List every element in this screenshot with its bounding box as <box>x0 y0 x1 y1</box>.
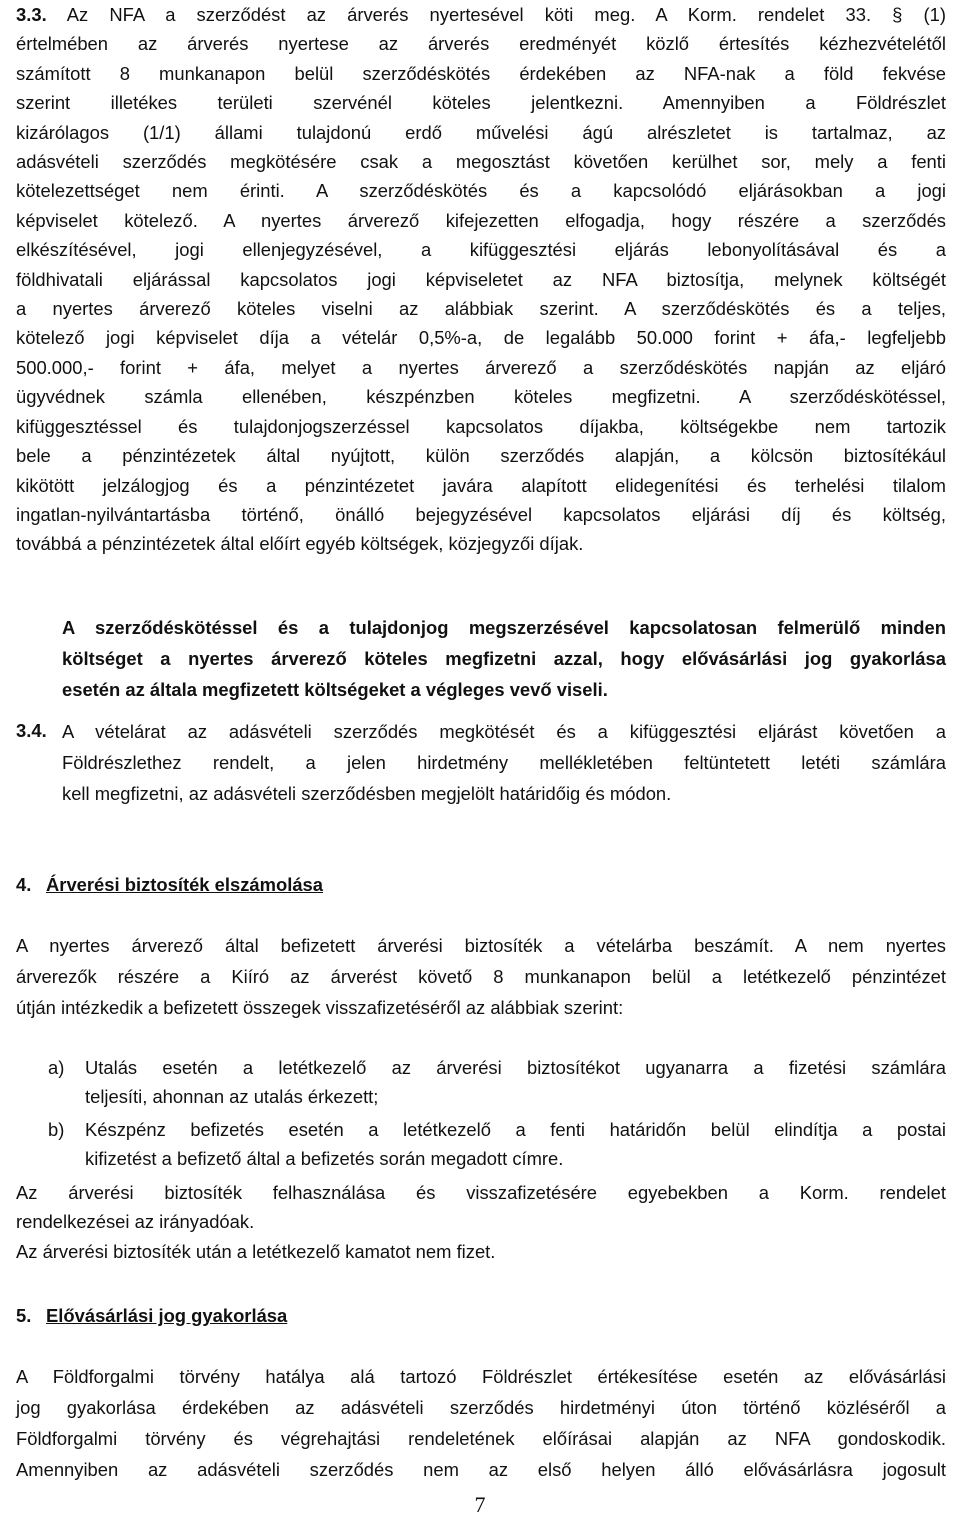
section-3-3-line: adásvételi szerződés megkötésére csak a megosztást követően kerülhet sor, mely a fenti <box>16 151 946 173</box>
section-3-3-line: földhivatali eljárással kapcsolatos jogi képviseletet az NFA biztosítja, melynek költségét <box>16 268 946 290</box>
section-4-closing-line: rendelkezései az irányadóak. <box>16 1211 255 1233</box>
bold-paragraph-line: költséget a nyertes árverező köteles megfizetni azzal, hogy elővásárlási jog gyakorlása <box>62 648 946 669</box>
section-4-line: útján intézkedik a befizetett összegek visszafizetéséről az alábbiak szerint: <box>16 997 624 1018</box>
section-3-3-line: kifüggesztéssel és tulajdonjogszerzéssel kapcsolatos díjakba, költségekbe nem tartozik <box>16 415 946 437</box>
section-3-3-text: Az NFA a szerződést az árverés nyertesével köti meg. A Korm. rendelet 33. § (1) <box>66 4 946 25</box>
section-4-line: A nyertes árverező által befizetett árverési biztosíték a vételárba beszámít. A nem nyertes <box>16 935 946 956</box>
section-3-3-line <box>16 0 946 29</box>
list-item-line: Készpénz befizetés esetén a letétkezelő a fenti határidőn belül elindítja a postai <box>85 1118 946 1140</box>
section-3-3-line: kötelező jogi képviselet díja a vételár 0,5%-a, de legalább 50.000 forint + áfa,- legfeljebb <box>16 327 946 349</box>
refund-list <box>16 1053 946 1177</box>
section-title: Árverési biztosíték elszámolása <box>46 874 324 895</box>
interest-note-line: Az árverési biztosíték után a letétkezelő kamatot nem fizet. <box>16 1241 496 1262</box>
section-5-heading <box>16 1301 946 1330</box>
list-item-line: kifizetést a befizető által a befizetés során megadott címre. <box>85 1148 564 1170</box>
section-3-4-body <box>62 716 946 809</box>
section-3-3-line: számított 8 munkanapon belül szerződéskötés érdekében az NFA-nak a föld fekvése <box>16 62 946 84</box>
section-5-line: Amennyiben az adásvételi szerződés nem az első helyen álló elővásárlásra jogosult <box>16 1459 946 1480</box>
section-4-interest-note <box>16 1237 946 1266</box>
bold-cost-paragraph <box>62 612 946 705</box>
list-item-line: teljesíti, ahonnan az utalás érkezett; <box>85 1086 379 1108</box>
section-5-line: A Földforgalmi törvény hatálya alá tartozó Földrészlet értékesítése esetén az elővásárlási <box>16 1366 946 1387</box>
section-3-3-line: képviselet kötelező. A nyertes árverező kifejezetten elfogadja, hogy részére a szerződés <box>16 209 946 231</box>
section-3-3-line: továbbá a pénzintézetek által előírt egyéb költségek, közjegyzői díjak. <box>16 533 584 555</box>
bold-paragraph-line: esetén az általa megfizetett költségeket a végleges vevő viseli. <box>62 679 608 700</box>
section-5-body <box>16 1361 946 1485</box>
section-3-3 <box>16 0 946 559</box>
section-4-closing-line: Az árverési biztosíték felhasználása és visszafizetésére egyebekben a Korm. rendelet <box>16 1182 946 1203</box>
section-4-intro <box>16 930 946 1023</box>
list-item-line: Utalás esetén a letétkezelő az árverési biztosítékot ugyanarra a fizetési számlára <box>85 1057 946 1078</box>
section-3-3-line: 500.000,- forint + áfa, melyet a nyertes árverező a szerződéskötés napján az eljáró <box>16 356 946 378</box>
section-3-3-line: kötelezettséget nem érinti. A szerződéskötés és a kapcsolódó eljárásokban a jogi <box>16 180 946 202</box>
section-3-3-line: ingatlan-nyilvántartásba történő, önálló bejegyzésével kapcsolatos eljárási díj és költség, <box>16 503 946 525</box>
list-item <box>16 1053 946 1112</box>
bold-paragraph-line: A szerződéskötéssel és a tulajdonjog megszerzésével kapcsolatosan felmerülő minden <box>62 617 946 638</box>
section-3-4-line: A vételárat az adásvételi szerződés megkötését és a kifüggesztési eljárást követően a <box>62 721 946 742</box>
section-3-4-line: kell megfizetni, az adásvételi szerződésben megjelölt határidőig és módon. <box>62 783 672 804</box>
section-5-line: jog gyakorlása érdekében az adásvételi szerződés hirdetményi úton történő közléséről a <box>16 1397 946 1418</box>
page-number: 7 <box>474 1492 486 1517</box>
section-3-3-line: szerint illetékes területi szervénél köteles jelentkezni. Amennyiben a Földrészlet <box>16 92 946 114</box>
section-4-line: árverezők részére a Kiíró az árverést követő 8 munkanapon belül a letétkezelő pénzintézet <box>16 966 946 987</box>
section-title: Elővásárlási jog gyakorlása <box>46 1305 288 1326</box>
section-3-3-line: kizárólagos (1/1) állami tulajdonú erdő művelési ágú alrészletet is tartalmaz, az <box>16 121 946 143</box>
list-item <box>16 1115 946 1174</box>
section-3-4 <box>16 716 946 809</box>
section-3-3-line: a nyertes árverező köteles viselni az alábbiak szerint. A szerződéskötés és a teljes, <box>16 298 946 320</box>
list-item-label: a) <box>48 1057 65 1078</box>
section-3-3-line: elkészítésével, jogi ellenjegyzésével, a kifüggesztési eljárás lebonyolításával és a <box>16 239 946 261</box>
section-number: 5. <box>16 1305 32 1326</box>
section-3-3-line: bele a pénzintézetek által nyújtott, külön szerződés alapján, a kölcsön biztosítékául <box>16 445 946 467</box>
section-number: 4. <box>16 874 32 895</box>
list-item-label: b) <box>48 1118 65 1140</box>
section-number: 3.3. <box>16 4 47 25</box>
section-3-3-line: kikötött jelzálogjog és a pénzintézetet javára alapított elidegenítési és terhelési tilalom <box>16 474 946 496</box>
section-3-4-line: Földrészlethez rendelt, a jelen hirdetmény mellékletében feltüntetett letéti számlára <box>62 752 946 773</box>
section-5-line: Földforgalmi törvény és végrehajtási rendeletének előírásai alapján az NFA gondoskodik. <box>16 1428 946 1449</box>
section-number: 3.4. <box>16 720 47 741</box>
section-4-heading <box>16 870 946 899</box>
section-3-3-line: értelmében az árverés nyertese az árverés eredményét közlő értesítés kézhezvételétől <box>16 33 946 55</box>
section-3-3-line: ügyvédnek számla ellenében, készpénzben köteles megfizetni. A szerződéskötéssel, <box>16 386 946 408</box>
section-4-closing <box>16 1178 946 1237</box>
